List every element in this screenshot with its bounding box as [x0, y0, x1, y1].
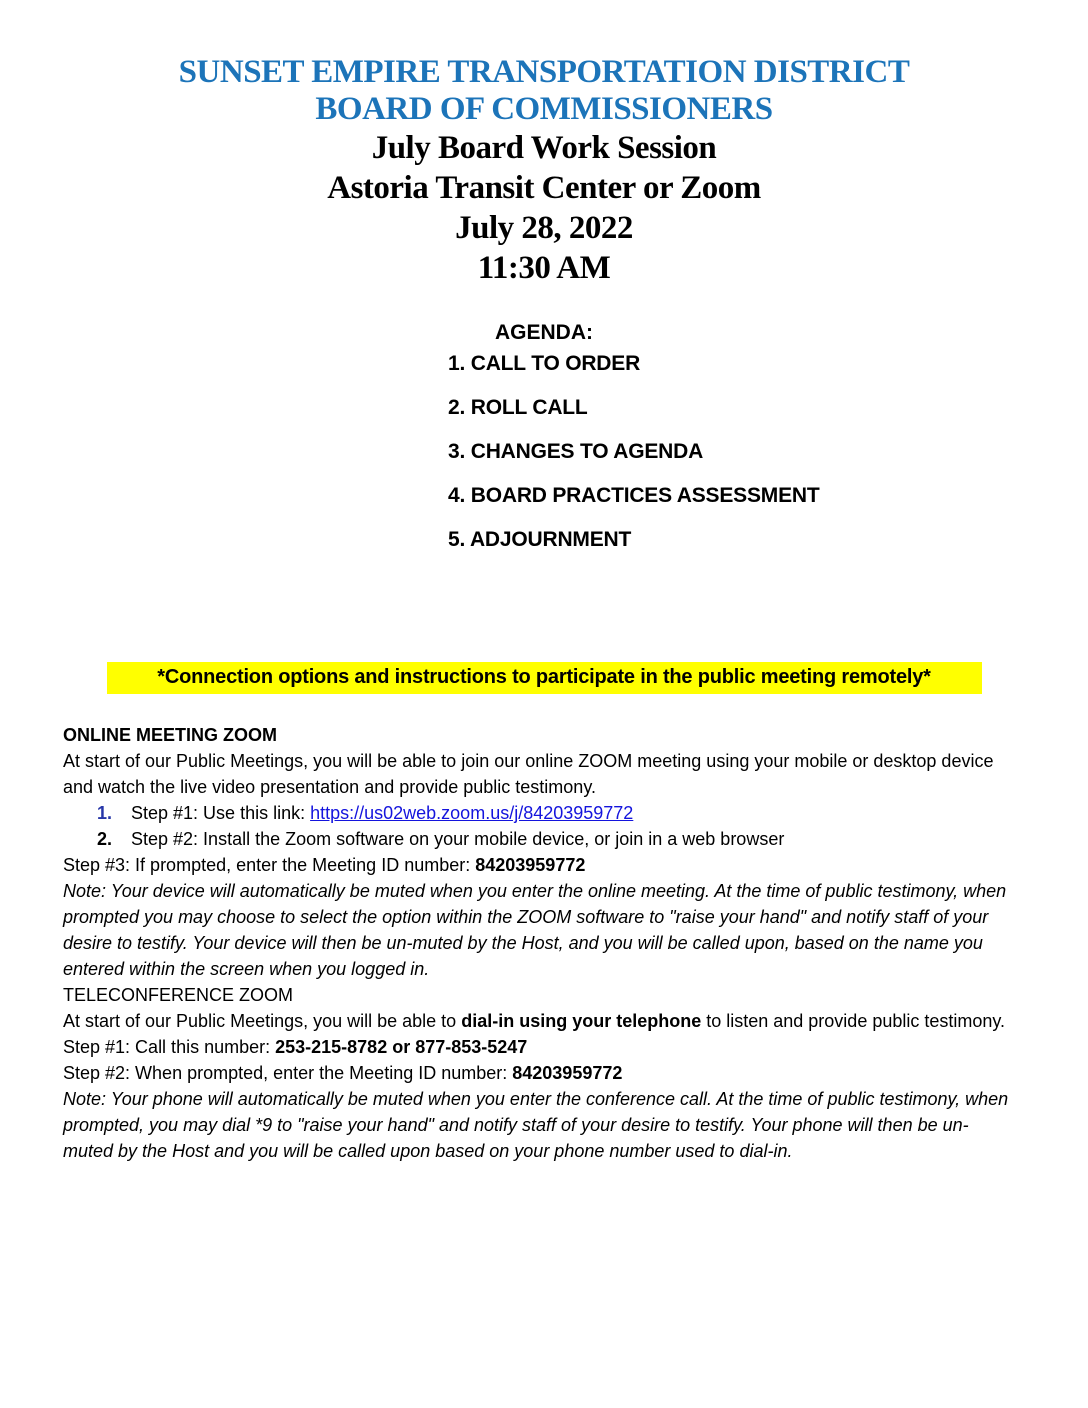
agenda-section: [0, 320, 1088, 550]
online-step-1-prefix: Step #1: Use this link:: [131, 803, 311, 823]
meeting-date: July 28, 2022: [455, 210, 633, 246]
list-number-2: 2.: [97, 829, 113, 849]
phone-numbers: 253-215-8782 or 877-853-5247: [275, 1037, 528, 1057]
org-name-line1: SUNSET EMPIRE TRANSPORTATION DISTRICT: [178, 54, 910, 90]
online-step-3: [63, 852, 1013, 878]
teleconference-step-1-prefix: Step #1: Call this number:: [63, 1037, 276, 1057]
online-meeting-note: Note: Your device will automatically be muted when you enter the online meeting. At the time of public testimony, when prompted you may choose to select the option within the ZOOM software to "raise your hand" and notify staff of your desire to testify. Your device will then be un-muted by the Host, and you will be called upon, based on the name you entered within the screen when you logged in.: [63, 881, 1007, 979]
agenda-item-roll-call: 2. ROLL CALL: [448, 396, 588, 419]
meeting-title: July Board Work Session: [371, 130, 717, 166]
org-name-line2: BOARD OF COMMISSIONERS: [315, 91, 773, 127]
teleconference-step-1: [63, 1034, 1013, 1060]
teleconference-note: Note: Your phone will automatically be muted when you enter the conference call. At the time of public testimony, when prompted, you may dial *9 to "raise your hand" and notify staff of your desire to testify. Your phone will then be un-muted by the Host and you will be called upon based on your phone number used to dial-in.: [63, 1089, 1009, 1161]
agenda-items: [448, 354, 1088, 550]
online-step-2: [63, 826, 1013, 852]
connection-options-banner: *Connection options and instructions to participate in the public meeting remotely*: [107, 662, 982, 694]
connection-instructions: [63, 722, 1013, 1164]
teleconference-heading: TELECONFERENCE ZOOM: [63, 985, 294, 1005]
teleconference-intro-prefix: At start of our Public Meetings, you will be able to: [63, 1011, 462, 1031]
online-step-2-text: Step #2: Install the Zoom software on your mobile device, or join in a web browser: [131, 829, 785, 849]
teleconference-step-2-prefix: Step #2: When prompted, enter the Meeting ID number:: [63, 1063, 513, 1083]
teleconference-intro-suffix: to listen and provide public testimony.: [701, 1011, 1006, 1031]
agenda-item-call-to-order: 1. CALL TO ORDER: [448, 352, 641, 375]
teleconference-intro: [63, 1008, 1013, 1034]
online-step-3-prefix: Step #3: If prompted, enter the Meeting ID number:: [63, 855, 476, 875]
agenda-heading: AGENDA:: [495, 321, 593, 344]
list-number-1: 1.: [97, 803, 113, 823]
online-step-1: [63, 800, 1013, 826]
online-step-1-text: [131, 800, 633, 826]
agenda-item-changes-to-agenda: 3. CHANGES TO AGENDA: [448, 440, 704, 463]
agenda-item-adjournment: 5. ADJOURNMENT: [448, 528, 632, 551]
meeting-id-value: 84203959772: [475, 855, 586, 875]
zoom-meeting-link[interactable]: https://us02web.zoom.us/j/84203959772: [310, 803, 634, 823]
teleconference-step-2: [63, 1060, 1013, 1086]
dial-in-emphasis: dial-in using your telephone: [461, 1011, 702, 1031]
agenda-item-board-practices: 4. BOARD PRACTICES ASSESSMENT: [448, 484, 820, 507]
teleconference-meeting-id-value: 84203959772: [512, 1063, 623, 1083]
title-block: [0, 0, 1088, 288]
meeting-location: Astoria Transit Center or Zoom: [327, 170, 761, 206]
online-meeting-heading: ONLINE MEETING ZOOM: [63, 725, 277, 745]
meeting-time: 11:30 AM: [477, 250, 611, 286]
online-meeting-intro: At start of our Public Meetings, you will be able to join our online ZOOM meeting using your mobile or desktop device and watch the live video presentation and provide public testimony.: [63, 751, 994, 797]
